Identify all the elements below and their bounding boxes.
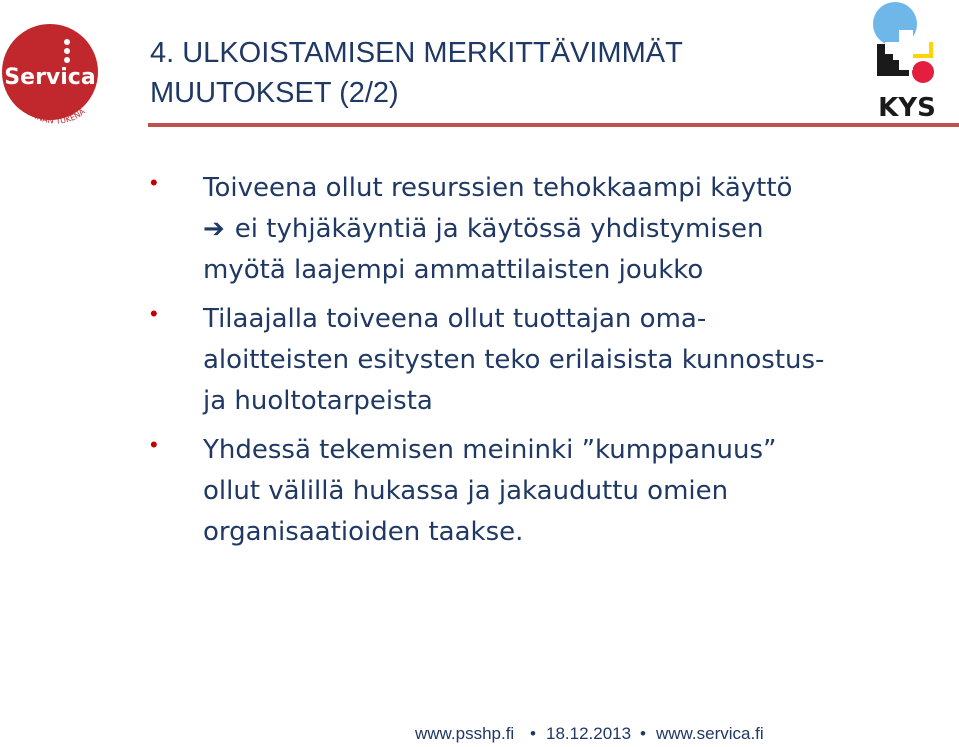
bullet-line: Toiveena ollut resurssien tehokkaampi käyttö — [203, 173, 793, 203]
kys-logo — [863, 0, 953, 120]
svg-text:TOIMINNAN TUKENA: TOIMINNAN TUKENA — [14, 95, 87, 124]
bullet-list — [150, 168, 910, 561]
footer-separator: • — [530, 724, 536, 743]
svg-text:Servica: Servica — [4, 65, 96, 90]
bullet-line: ollut välillä hukassa ja jakauduttu omien — [203, 476, 729, 506]
bullet-line: Tilaajalla toiveena ollut tuottajan oma- — [203, 304, 707, 334]
bullet-icon: • — [150, 170, 158, 195]
bullet-icon: • — [150, 432, 158, 457]
title-divider — [148, 123, 959, 127]
list-item — [150, 168, 910, 291]
title-line-2: MUUTOKSET (2/2) — [150, 77, 399, 109]
bullet-icon: • — [150, 301, 158, 326]
bullet-line: organisaatioiden taakse. — [203, 517, 524, 547]
title-line-1: 4. ULKOISTAMISEN MERKITTÄVIMMÄT — [150, 37, 683, 69]
bullet-line: myötä laajempi ammattilaisten joukko — [203, 255, 704, 285]
bullet-line: ja huoltotarpeista — [203, 386, 433, 416]
footer-link-servica[interactable]: www.servica.fi — [656, 724, 764, 743]
arrow-right-icon: ➔ — [203, 214, 225, 244]
svg-text:KYS: KYS — [878, 93, 936, 120]
list-item — [150, 299, 910, 422]
bullet-line: aloitteisten esitysten teko erilaisista kunnostus- — [203, 345, 825, 375]
bullet-line: ➔ ei tyhjäkäyntiä ja käytössä yhdistymisen — [203, 214, 764, 244]
bullet-line: Yhdessä tekemisen meininki ”kumppanuus” — [203, 435, 777, 465]
footer-separator: • — [640, 724, 646, 743]
list-item — [150, 430, 910, 553]
servica-logo — [0, 14, 120, 124]
footer-date: 18.12.2013 — [546, 724, 632, 743]
page-title — [150, 33, 850, 113]
footer-link-psshp[interactable]: www.psshp.fi — [415, 724, 515, 743]
